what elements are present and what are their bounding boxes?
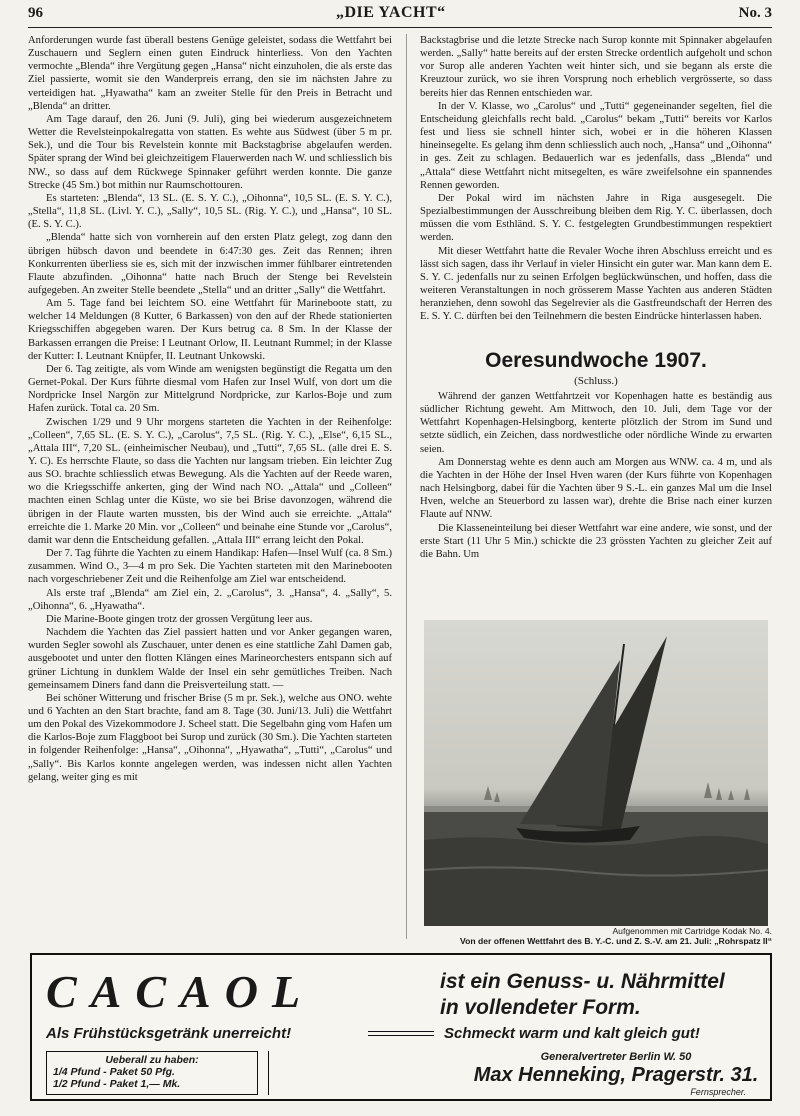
ad-brand: CACAOL — [46, 966, 315, 1017]
sailboat-illustration — [424, 620, 768, 926]
paragraph: Bei schöner Witterung und frischer Brise (5 m pr. Sek.), welche aus ONO. wehte und 6 Yachten an den Start brachte, fand am 8. Tage (30. Juni/13. Juli) die Wettfahrt um den Pokal des Vizekommodore J. Scheel statt. Die Segelbahn ging vom Hafen um die Karlos-Boje zum Flaggboot bei Surop und zurück (30 Sm.). Die Yachten starteten in folgender Reihenfolge: „Hansa“, „Oihonna“, „Hyawatha“, „Tutti“, „Carolus“ und „Sally“. Bis Karlos konnte angelegen werden, was indessen nicht allen Yachten gelang, weiter ging es mit — [28, 692, 392, 783]
page-number: 96 — [28, 5, 43, 21]
paragraph: Nachdem die Yachten das Ziel passiert hatten und vor Anker gegangen waren, wurden Segler sowohl als Zuschauer, unter denen es eine stattliche Zahl Damen gab, ausgebootet und unter den flotten Klängen eines Marineorchesters entspann sich auf grüner Lichtung in dunklem Walde der Insel ein sehr gemütliches Treiben. Nach gemeinsamem Diners fand dann die Preisverteilung statt. — — [28, 627, 392, 691]
vendor-name: Max Henneking, Pragerstr. 31. — [473, 1064, 759, 1086]
ad-slogan — [440, 969, 725, 1021]
paragraph: Am Donnerstag wehte es denn auch am Morgen aus WNW. ca. 4 m, und als die Yachten in der Höhe der Insel Hven waren (der Kurs führte von Kopenhagen nach Helsingborg, dabei für die Yachten über 9 S.-L. ein ganzes Mal um die Insel Hven, welche an Steuerbord zu lassen war), drehte die Brise nach einer kurzen Flaute auf NNW. — [420, 456, 772, 521]
paragraph: Der Pokal wird im nächsten Jahre in Riga ausgesegelt. Die Spezialbestimmungen der Ausschreibung bleiben dem Rig. Y. C. überlassen, doch müssen die vom Esthländ. S. Y. C. festgelegten Grundbestimmungen respektiert werden. — [420, 192, 772, 244]
availability-box — [46, 1051, 258, 1095]
magazine-title: „DIE YACHT“ — [335, 4, 446, 21]
paragraph: Die Marine-Boote gingen trotz der grossen Vergütung leer aus. — [46, 613, 313, 625]
left-column — [28, 34, 392, 940]
availability-header: Ueberall zu haben: — [105, 1054, 199, 1066]
right-column-top — [420, 34, 772, 370]
paragraph: Am Tage darauf, den 26. Juni (9. Juli), ging bei wiederum ausgezeichnetem Wetter die Revelsteinpokalregatta von statten. Es wehte aus Südwest (über 5 m pr. Sek.), und die Tour bis Revelstein konnte mit Backstagbrise abgelaufen werden. Später sprang der Wind bei gleichzeitigem Flauerwerden nach W. und schliesslich bis NW., so dass auf dem Rückwege Spinnaker geführt werden konnte. Die ganze Strecke (45 Sm.) bot mithin nur Raumschottouren. — [28, 113, 392, 191]
paragraph: Als erste traf „Blenda“ am Ziel ein, 2. „Carolus“, 3. „Hansa“, 4. „Sally“, 5. „Oihonna“, 6. „Hyawatha“. — [28, 587, 392, 612]
header-rule — [28, 27, 772, 28]
paragraph: Zwischen 1/29 und 9 Uhr morgens starteten die Yachten in der Reihenfolge: „Colleen“, 7,65 SL. (E. S. Y. C.), „Carolus“, 7,5 SL. (Rig. Y. C.), „Else“, 6,15 SL., „Attala III“, 7,20 SL. (einheimischer Neubau), und „Tutti“, 7,65 SL. (alle drei E. S. Y. C). Es herrschte Flaute, so dass die Yachten nur langsam trieben. Ein leichter Zug aus SO. brachte schliesslich etwas Bewegung. Als die Yachten auf der Reede waren, wo die Kriegsschiffe ankerten, ging der Wind nach NO. „Attala“ und „Colleen“ machten einen Schlag unter die Küste, wo sie bei Brise davonzogen, während die übrigen in der Flaute warten mussten, bis der Wind auch sie erreichte. „Attala“ erreichte die 1. Marke 20 Min. vor „Colleen“ und beinahe eine Stunde vor „Carolus“, damit war denn die Entscheidung gefallen. „Attala III“ errang leicht den Pokal. — [28, 416, 392, 546]
section-subtitle: (Schluss.) — [574, 375, 618, 387]
pack-option: 1/4 Pfund - Paket 50 Pfg. — [53, 1066, 175, 1078]
vendor-label: Generalvertreter Berlin W. 50 — [540, 1051, 692, 1063]
paragraph: Mit dieser Wettfahrt hatte die Revaler Woche ihren Abschluss erreicht und es lässt sich sagen, dass ihr Verlauf in vieler Hinsicht ein guter war. Man kann dem E. S. Y. C. jedenfalls nur zu seinen Erfolgen beglückwünschen, und hoffen, dass die weiteren Veranstaltungen in noch grösserem Masse Yachten aus anderen Städten heranziehen, denn sowohl das Segelrevier als die Gastfreundschaft der Herren des E. S. Y. C. dürften bei den Teilnehmern die besten Eindrücke hinterlassen haben. — [420, 245, 772, 323]
paragraph: Backstagbrise und die letzte Strecke nach Surop konnte mit Spinnaker abgelaufen werden. „Sally“ hatte bereits auf der ersten Strecke ordentlich aufgeholt und schon vor Surop alle anderen Yachten weit hinter sich, und sie begann als erste die Kreuztour zurück, wo sie ihren Vorsprung noch erheblich vergrösserte, so dass bereits hier das Rennen entschieden war. — [420, 35, 772, 99]
paragraph: Während der ganzen Wettfahrtzeit vor Kopenhagen hatte es beständig aus südlicher Richtung geweht. Am Mittwoch, den 10. Juli, dem Tage vor der Wettfahrt Kopenhagen-Helsingborg, kenterte plötzlich der Strom im Sund und setzte südlich, ein Zeichen, dass nordwestliche oder nördliche Winde zu erwarten seien. — [420, 391, 772, 455]
paragraph: Der 7. Tag führte die Yachten zu einem Handikap: Hafen—Insel Wulf (ca. 8 Sm.) zusammen. Wind O., 3—4 m pro Sek. Die Yachten starteten mit den Marinebooten nach vorgeschriebener Zeit und die Reihenfolge am Ziel war entscheidend. — [28, 548, 392, 586]
cacaol-advertisement — [30, 953, 772, 1101]
ad-right-tagline: Schmeckt warm und kalt gleich gut! — [444, 1025, 700, 1042]
ad-left-tagline: Als Frühstücksgetränk unerreicht! — [46, 1025, 292, 1042]
vendor-phone: Fernsprecher. — [690, 1087, 746, 1097]
section-title: Oeresundwoche 1907. — [485, 349, 707, 372]
paragraph: Am 5. Tage fand bei leichtem SO. eine Wettfahrt für Marineboote statt, zu welcher 14 Meldungen (8 Kutter, 6 Barkassen) von den auf der Rhede stationierten Kriegsschiffen abgegeben waren. Der Kurs betrug ca. 8 Sm. In der Klasse der Barkassen errangen die Preise: I Leutnant Orlow, II. Leutnant Rummel; in der Klasse der Kutter: I. Leutnant Knüpfer, II. Leutnant Unkowski. — [28, 298, 392, 362]
caption-line: Von der offenen Wettfahrt des B. Y.-C. und Z. S.-V. am 21. Juli: „Rohrspatz II“ — [460, 936, 772, 946]
caption-line: Aufgenommen mit Cartridge Kodak No. 4. — [612, 926, 772, 936]
ad-rule — [368, 1031, 434, 1036]
right-column-bottom — [420, 390, 772, 606]
page-header — [28, 4, 772, 26]
issue-number: No. 3 — [738, 5, 772, 21]
photo-caption — [420, 926, 772, 946]
paragraph: In der V. Klasse, wo „Carolus“ und „Tutti“ gegeneinander segelten, fiel die Entscheidung gleichfalls recht bald. „Carolus“ bekam „Tutti“ bereits vor Karlos fest und liess sie schnell hinter sich, wobei er in die höheren Klassen hineinsegelte. Es gelang ihm denn schliesslich auch noch, „Hansa“ und „Oihonna“ in ges. Zeit zu schlagen. Bedauerlich war es jedenfalls, dass „Blenda“ und „Attala“ diese Wettfahrt nicht mitsegelten, es wäre zweifelsohne ein spannendes Rennen geworden. — [420, 100, 772, 191]
paragraph: Der 6. Tag zeitigte, als vom Winde am wenigsten begünstigt die Regatta um den Gernet-Pokal. Der Kurs führte diesmal vom Hafen zur Insel Wulf, von dort um die Nordpricke Insel Nargön zur Mittelgrund Nordpricke, zur Karlos-Boje und zum Hafen zurück. Total ca. 20 Sm. — [28, 363, 392, 415]
vendor-block — [466, 1051, 766, 1097]
paragraph: Anforderungen wurde fast überall bestens Genüge geleistet, sodass die Wettfahrt bei Zuschauern und Seglern einen guten Eindruck hinterliess. Von den Yachten vermochte „Blenda“ ihre Vergütung gegen „Hansa“ nicht einzuholen, die als erste das Ziel passierte, womit sie den Wanderpreis errang, den sie im nächsten Jahre zu verteidigen hat. „Hyawatha“ kam an zweiter Stelle für den Preis in Betracht und „Blenda“ an dritter. — [28, 35, 392, 112]
pack-option: 1/2 Pfund - Paket 1,— Mk. — [53, 1078, 181, 1090]
slogan-line: ist ein Genuss- u. Nährmittel — [440, 970, 725, 993]
paragraph: „Blenda“ hatte sich von vornherein auf den ersten Platz gelegt, zog dann den übrigen hübsch davon und beendete in 6:47:30 ges. Zeit das Rennen; ihren Konkurrenten überliess sie es, sich mit der inzwischen immer fühlbarer eintretenden Flaute abzufinden. „Oihonna“ hatte nach Bruch der Stenge bei Revelstein aufgegeben. An zweiter Stelle beendete „Stella“ und an dritter „Sally“ die Wettfahrt. — [28, 232, 392, 296]
ad-divider — [268, 1051, 269, 1095]
sailboat-photo — [424, 620, 768, 926]
column-divider — [406, 34, 407, 939]
paragraph: Es starteten: „Blenda“, 13 SL. (E. S. Y. C.), „Oihonna“, 10,5 SL. (E. S. Y. C.), „Stella“, 11,8 SL. (Livl. Y. C.), „Sally“, 10,5 SL. (Rig. Y. C.), und „Hansa“, 10 SL. (E. S. Y. C.). — [28, 192, 392, 231]
paragraph: Die Klasseneinteilung bei dieser Wettfahrt war eine andere, wie sonst, und der erste Start (11 Uhr 5 Min.) schickte die 23 grössten Yachten zu gleicher Zeit auf die Bahn. Um — [420, 522, 772, 560]
slogan-line: in vollendeter Form. — [440, 996, 641, 1019]
